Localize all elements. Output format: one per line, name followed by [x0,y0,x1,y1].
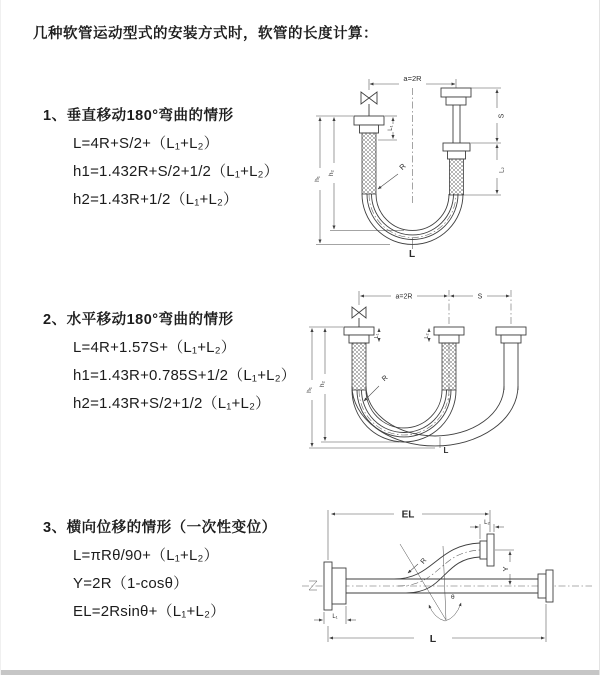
section3-heading: 3、横向位移的情形（一次性变位） [43,520,277,536]
radius-label-r: R [397,161,408,172]
dim-label-l2: L₂ [424,333,430,339]
formula-line: h2=1.43R+S/2+1/2（L₁+L₂） [73,395,271,412]
valve-icon [359,307,366,318]
hex-nut [538,574,546,598]
hex-nut [480,541,487,559]
length-label-l: L [408,249,416,260]
radius-leader [378,174,398,189]
flange [324,562,332,610]
formula-line: EL=2Rsinθ+（L₁+L₂） [73,603,226,620]
valve-icon [361,92,369,104]
hex-nut [439,335,459,343]
hose-curve-lower [406,557,480,593]
formula-line: h1=1.43R+0.785S+1/2（L₁+L₂） [73,367,296,384]
dim-label-l1: L₁ [374,333,380,339]
datum-mark [309,581,317,590]
braided-hose-section [352,343,366,390]
valve-icon [352,307,359,318]
dim-label-s: S [477,293,483,301]
flange [487,534,494,566]
dim-label-h2: h₂ [319,380,326,388]
section1-heading: 1、垂直移动180°弯曲的情形 [43,108,234,124]
dim-label-l2: L₂ [484,520,490,526]
page-edge [1,670,599,675]
formula-line: L=4R+S/2+（L₁+L₂） [73,135,219,152]
section3-formulas [73,542,225,626]
flange [434,327,464,335]
formula-line: h1=1.432R+S/2+1/2（L₁+L₂） [73,163,279,180]
length-label-l: L [443,446,449,455]
diagram-vertical-180-bend [304,68,599,258]
flange [344,327,374,335]
dim-label-l2: L₂ [499,167,506,173]
dim-label-el: EL [401,509,415,521]
flange [546,570,553,602]
flange [496,327,526,335]
formula-line: L=4R+1.57S+（L₁+L₂） [73,339,236,356]
angle-arc [429,605,445,621]
dim-label-a2r: a=2R [395,293,413,301]
flange [443,143,470,151]
construction-line [400,544,446,620]
radius-label-r: R [419,557,429,566]
braided-hose-section [450,159,464,195]
hose-arc-inner [366,390,442,428]
section2-heading: 2、水平移动180°弯曲的情形 [43,312,234,328]
dim-label-s: S [498,113,506,119]
hex-nut [448,151,466,159]
page-title: 几种软管运动型式的安装方式时，软管的长度计算： [33,26,378,42]
radius-label-r: R [380,374,390,383]
flange [441,88,471,97]
hex-nut [349,335,369,343]
formula-line: Y=2R（1-cosθ） [73,575,189,592]
angle-arc [445,603,461,621]
dim-label-h1: h₁ [306,387,313,393]
hex-nut [360,125,379,133]
angle-label-theta: θ [451,594,455,601]
flange [354,116,384,125]
dim-label-h2: h₂ [328,169,335,177]
hose-curve-upper [394,543,480,579]
hex-nut [446,97,466,105]
dim-label-l1: L₁ [332,614,338,620]
dim-label-a2r: a=2R [403,74,422,83]
dim-label-y: Y [501,566,510,572]
formula-line: L=πRθ/90+（L₁+L₂） [73,547,219,564]
diagram-horizontal-180-bend [299,282,599,454]
diagram-lateral-displacement [294,498,599,663]
construction-line [443,546,446,620]
dim-label-h1: h₁ [314,176,321,182]
braided-hose-section [442,343,456,390]
section1-formulas [73,130,279,214]
formula-line: h2=1.43R+1/2（L₁+L₂） [73,191,239,208]
length-label-l: L [429,633,437,645]
section2-formulas [73,334,296,418]
valve-icon [369,92,377,104]
hex-nut [332,568,346,604]
braided-hose-section [362,133,376,194]
dim-label-l1: L₁ [388,125,394,131]
hex-nut [501,335,521,343]
